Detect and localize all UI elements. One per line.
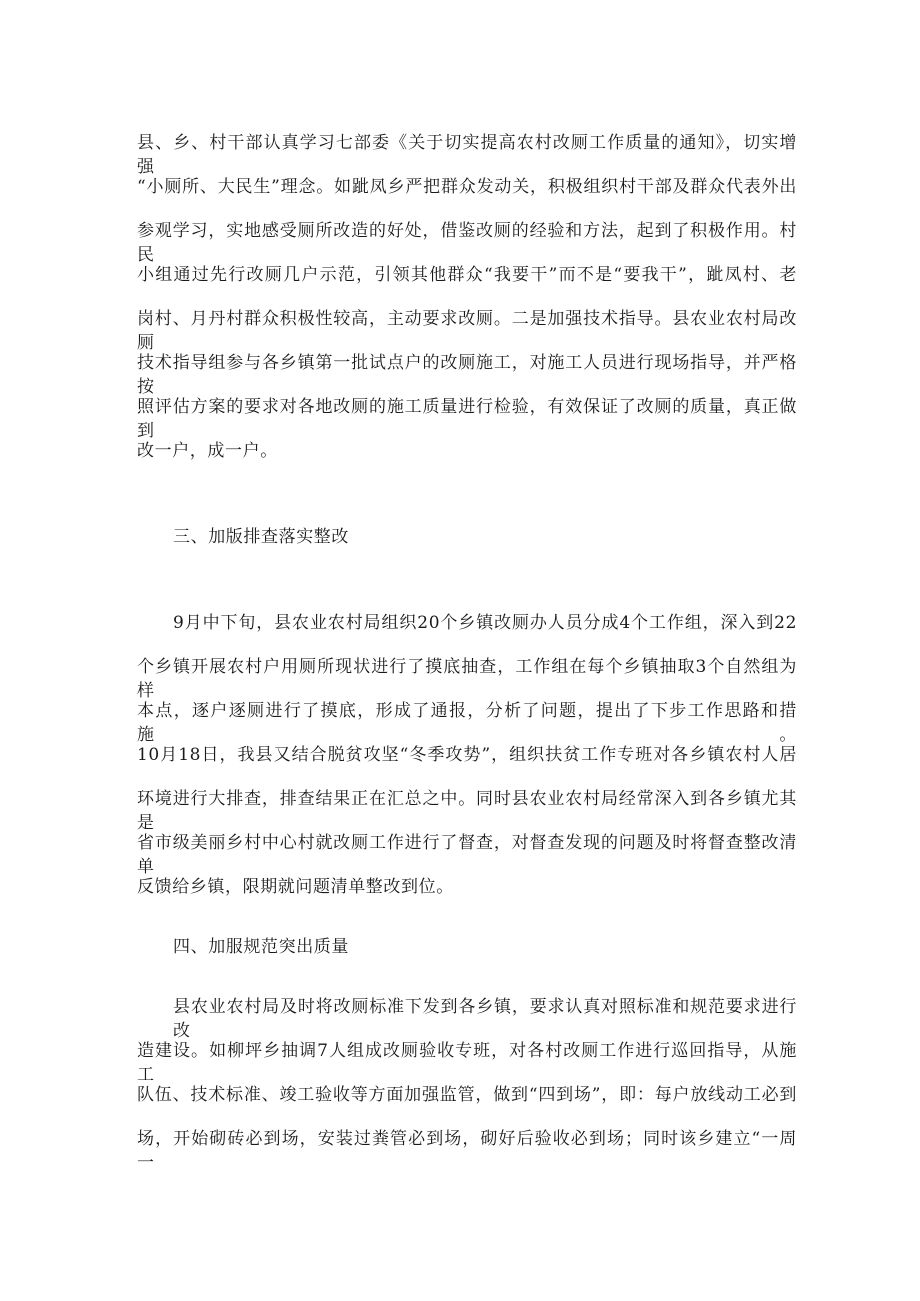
paragraph-line: 岗村、月丹村群众积极性较高，主动要求改厕。二是加强技术指导。县农业农村局改厕 — [137, 309, 797, 353]
paragraph-line: 县、乡、村干部认真学习七部委《关于切实提高农村改厕工作质量的通知》，切实增强 — [137, 133, 797, 177]
paragraph-line: 本点，逐户逐厕进行了摸底，形成了通报，分析了问题，提出了下步工作思路和措施。 — [137, 701, 797, 745]
paragraph-line: 队伍、技术标准、竣工验收等方面加强监管，做到“四到场”，即：每户放线动工必到 — [137, 1085, 797, 1105]
paragraph-line: 参观学习，实地感受厕所改造的好处，借鉴改厕的经验和方法，起到了积极作用。村民 — [137, 221, 797, 265]
paragraph-line: 改一户，成一户。 — [137, 441, 278, 461]
paragraph-line: “小厕所、大民生”理念。如跐凤乡严把群众发动关，积极组织村干部及群众代表外出 — [137, 177, 797, 197]
paragraph-line: 造建设。如柳坪乡抽调7人组成改厕验收专班，对各村改厕工作进行巡回指导，从施工 — [137, 1041, 797, 1085]
paragraph-line: 小组通过先行改厕几户示范，引领其他群众“我要干”而不是“要我干”，跐凤村、老 — [137, 265, 797, 285]
paragraph-line: 技术指导组参与各乡镇第一批试点户的改厕施工，对施工人员进行现场指导，并严格按 — [137, 353, 797, 397]
paragraph-line: 个乡镇开展农村户用厕所现状进行了摸底抽查，工作组在每个乡镇抽取3个自然组为样 — [137, 657, 797, 701]
paragraph-line: 10月18日，我县又结合脱贫攻坚“冬季攻势”，组织扶贫工作专班对各乡镇农村人居 — [137, 745, 797, 765]
paragraph-line: 县农业农村局及时将改厕标准下发到各乡镇，要求认真对照标准和规范要求进行改 — [173, 997, 797, 1041]
section-heading: 四、加服规范突出质量 — [173, 937, 349, 957]
paragraph-line: 场，开始砌砖必到场，安装过粪管必到场，砌好后验收必到场；同时该乡建立“一周一 — [137, 1129, 797, 1173]
section-heading: 三、加版排查落实整改 — [173, 527, 349, 547]
paragraph-line: 9月中下旬，县农业农村局组织20个乡镇改厕办人员分成4个工作组，深入到22 — [173, 613, 797, 633]
paragraph-line: 环境进行大排查，排查结果正在汇总之中。同时县农业农村局经常深入到各乡镇尤其是 — [137, 789, 797, 833]
paragraph-line: 反馈给乡镇，限期就问题清单整改到位。 — [137, 877, 454, 897]
paragraph-line: 省市级美丽乡村中心村就改厕工作进行了督查，对督查发现的问题及时将督查整改清单 — [137, 833, 797, 877]
paragraph-line: 照评估方案的要求对各地改厕的施工质量进行检验，有效保证了改厕的质量，真正做到 — [137, 397, 797, 441]
